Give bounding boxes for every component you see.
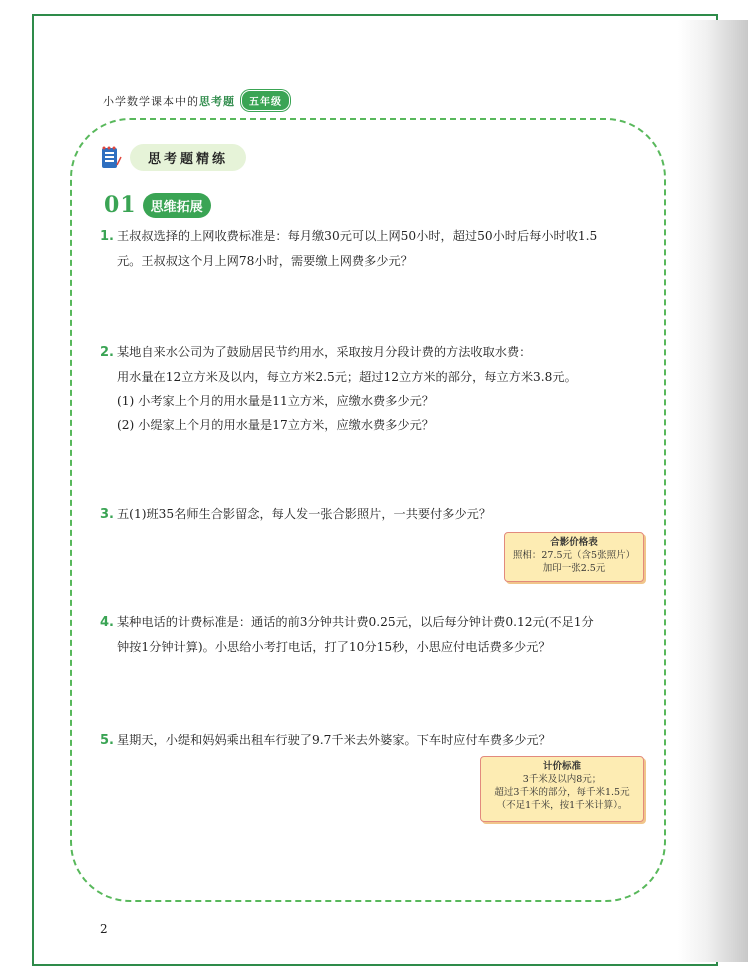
notebook-icon [100, 145, 122, 171]
question-text: 元。王叔叔这个月上网78小时，需要缴上网费多少元？ [117, 254, 413, 268]
note-line: （不足1千米，按1千米计算）。 [496, 800, 628, 811]
question-number: 4. [100, 615, 114, 630]
question-number: 5. [100, 733, 114, 748]
question-2 [100, 340, 577, 437]
question-text: 五(1)班35名师生合影留念，每人发一张合影照片，一共要付多少元？ [117, 507, 492, 521]
taxi-fare-note [480, 756, 644, 822]
note-line: 3千米及以内8元； [522, 774, 602, 785]
question-3 [100, 502, 491, 527]
note-title: 合影价格表 [550, 537, 598, 548]
subsection-heading [104, 192, 211, 218]
note-line: 照相：27.5元（含5张照片） [512, 550, 636, 561]
note-line: 超过3千米的部分，每千米1.5元 [494, 787, 630, 798]
question-text: 星期天，小缇和妈妈乘出租车行驶了9.7千米去外婆家。下车时应付车费多少元？ [117, 733, 551, 747]
question-5 [100, 728, 551, 753]
section-title: 思考题精练 [130, 144, 246, 171]
question-number: 3. [100, 507, 114, 522]
page-number: 2 [100, 922, 108, 936]
note-line: 加印一张2.5元 [542, 563, 606, 574]
section-heading [100, 144, 246, 171]
question-1 [100, 224, 597, 273]
question-text: 用水量在12立方米及以内，每立方米2.5元；超过12立方米的部分，每立方米3.8元。 [117, 370, 577, 384]
question-4 [100, 610, 594, 659]
question-number: 2. [100, 345, 114, 360]
note-title: 计价标准 [542, 761, 581, 772]
question-text: 王叔叔选择的上网收费标准是：每月缴30元可以上网50小时，超过50小时后每小时收1.5 [117, 229, 598, 243]
subsection-title: 思维拓展 [143, 193, 211, 218]
running-header [103, 90, 290, 111]
question-text: 某地自来水公司为了鼓励居民节约用水，采取按月分段计费的方法收取水费： [117, 345, 532, 359]
question-number: 1. [100, 229, 114, 244]
question-text: 某种电话的计费标准是：通话的前3分钟共计费0.25元，以后每分钟计费0.12元(不足1分 [117, 615, 594, 629]
header-prefix: 小学数学课本中的 [103, 94, 199, 108]
subsection-number: 01 [104, 192, 137, 218]
grade-badge: 五年级 [241, 90, 290, 111]
question-subpart: (1) 小考家上个月的用水量是11立方米，应缴水费多少元？ [117, 394, 434, 408]
question-subpart: (2) 小缇家上个月的用水量是17立方米，应缴水费多少元？ [117, 418, 434, 432]
page-gutter [678, 20, 748, 962]
question-text: 钟按1分钟计算)。小思给小考打电话，打了10分15秒，小思应付电话费多少元？ [117, 640, 551, 654]
header-highlight: 思考题 [199, 94, 235, 108]
photo-price-note [504, 532, 644, 582]
